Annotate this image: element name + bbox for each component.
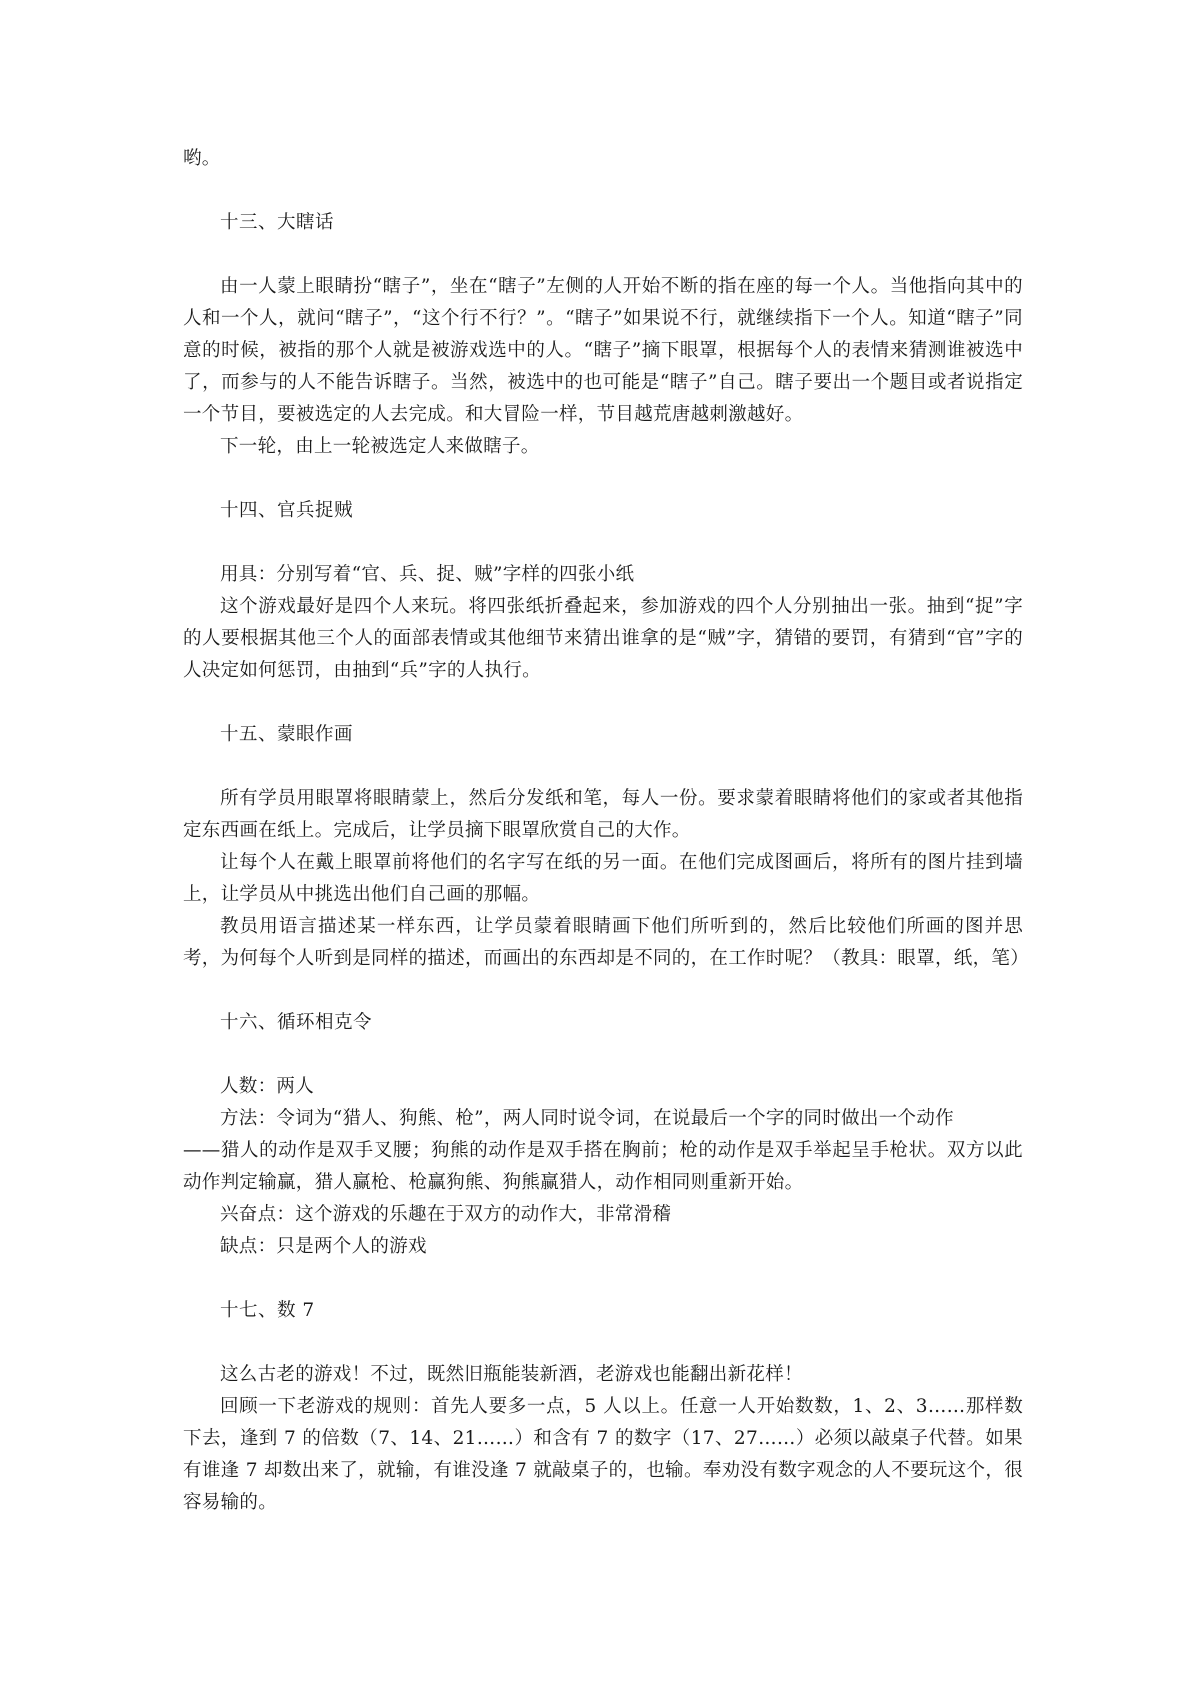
spacer bbox=[183, 1263, 1023, 1295]
spacer bbox=[183, 175, 1023, 207]
paragraph: 方法：令词为“猎人、狗熊、枪”，两人同时说令词，在说最后一个字的同时做出一个动作 bbox=[220, 1108, 954, 1129]
paragraph: 教员用语言描述某一样东西，让学员蒙着眼睛画下他们所听到的，然后比较他们所画的图并思考，为何每个人听到是同样的描述，而画出的东西却是不同的，在工作时呢？（教具：眼罩，纸，笔） bbox=[183, 916, 1030, 969]
paragraph: 让每个人在戴上眼罩前将他们的名字写在纸的另一面。在他们完成图画后，将所有的图片挂到墙上，让学员从中挑选出他们自己画的那幅。 bbox=[183, 852, 1023, 905]
section-heading-16: 十六、循环相克令 bbox=[220, 1012, 373, 1033]
spacer bbox=[183, 1327, 1023, 1359]
section-heading-13: 十三、大瞎话 bbox=[220, 212, 335, 233]
spacer bbox=[183, 463, 1023, 495]
spacer bbox=[183, 975, 1023, 1007]
paragraph: 下一轮，由上一轮被选定人来做瞎子。 bbox=[220, 436, 540, 457]
spacer bbox=[183, 751, 1023, 783]
spacer bbox=[183, 687, 1023, 719]
section-heading-15: 十五、蒙眼作画 bbox=[220, 724, 354, 745]
spacer bbox=[183, 239, 1023, 271]
paragraph: 由一人蒙上眼睛扮“瞎子”，坐在“瞎子”左侧的人开始不断的指在座的每一个人。当他指向其中的人和一个人，就问“瞎子”，“这个行不行？”。“瞎子”如果说不行，就继续指下一个人。知道“瞎子”同意的时候，被指的那个人就是被游戏选中的人。“瞎子”摘下眼罩，根据每个人的表情来猜测谁被选中了，而参与的人不能告诉瞎子。当然，被选中的也可能是“瞎子”自己。瞎子要出一个题目或者说指定一个节目，要被选定的人去完成。和大冒险一样，节目越荒唐越刺激越好。 bbox=[183, 276, 1023, 425]
spacer bbox=[183, 527, 1023, 559]
paragraph: 缺点：只是两个人的游戏 bbox=[220, 1236, 427, 1257]
spacer bbox=[183, 1039, 1023, 1071]
paragraph: 回顾一下老游戏的规则：首先人要多一点，5 人以上。任意一人开始数数，1、2、3……那样数下去，逢到 7 的倍数（7、14、21……）和含有 7 的数字（17、27……）必须以敲桌子代替。如果有谁逢 7 却数出来了，就输，有谁没逢 7 就敲桌子的，也输。奉劝没有数字观念的人不要玩这个，很容易输的。 bbox=[183, 1396, 1023, 1513]
section-heading-17: 十七、数 7 bbox=[220, 1300, 315, 1321]
intro-tail-text: 哟。 bbox=[183, 148, 221, 169]
section-heading-14: 十四、官兵捉贼 bbox=[220, 500, 354, 521]
paragraph: 兴奋点：这个游戏的乐趣在于双方的动作大，非常滑稽 bbox=[220, 1204, 672, 1225]
document-page bbox=[183, 143, 1030, 1519]
paragraph: 用具：分别写着“官、兵、捉、贼”字样的四张小纸 bbox=[220, 564, 635, 585]
paragraph: 这么古老的游戏！不过，既然旧瓶能装新酒，老游戏也能翻出新花样！ bbox=[220, 1364, 803, 1385]
paragraph: ——猎人的动作是双手叉腰；狗熊的动作是双手搭在胸前；枪的动作是双手举起呈手枪状。双方以此动作判定输赢，猎人赢枪、枪赢狗熊、狗熊赢猎人，动作相同则重新开始。 bbox=[183, 1140, 1023, 1193]
paragraph: 所有学员用眼罩将眼睛蒙上，然后分发纸和笔，每人一份。要求蒙着眼睛将他们的家或者其他指定东西画在纸上。完成后，让学员摘下眼罩欣赏自己的大作。 bbox=[183, 788, 1023, 841]
paragraph: 这个游戏最好是四个人来玩。将四张纸折叠起来，参加游戏的四个人分别抽出一张。抽到“捉”字的人要根据其他三个人的面部表情或其他细节来猜出谁拿的是“贼”字，猜错的要罚，有猜到“官”字的人决定如何惩罚，由抽到“兵”字的人执行。 bbox=[183, 596, 1023, 681]
paragraph: 人数：两人 bbox=[220, 1076, 315, 1097]
